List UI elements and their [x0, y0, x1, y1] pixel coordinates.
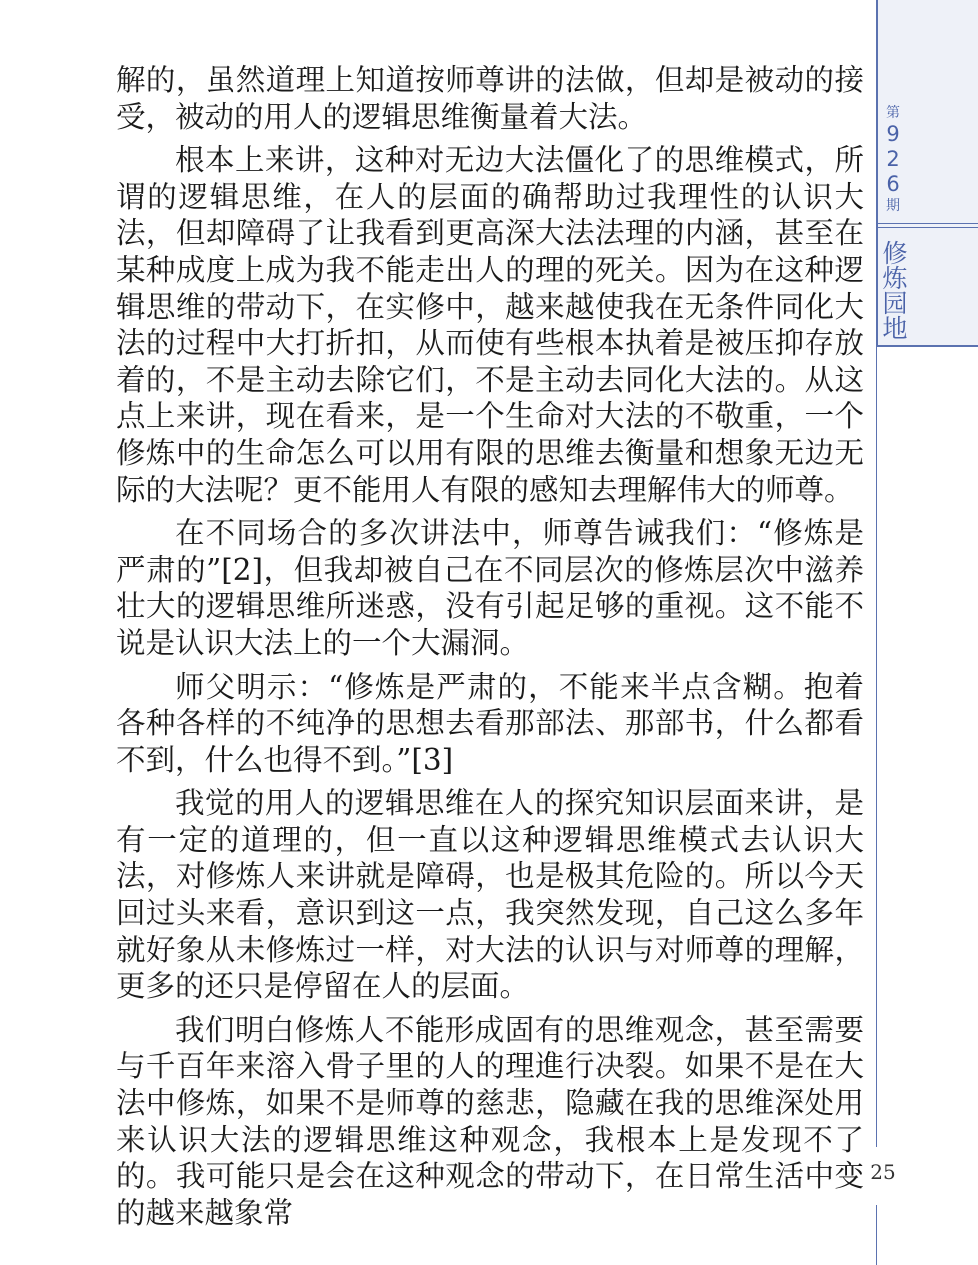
issue-digit: 2: [886, 147, 900, 171]
issue-number: [878, 104, 908, 215]
issue-digit: 6: [886, 172, 900, 196]
issue-suffix: 期: [886, 198, 900, 214]
sidebar-divider: [878, 223, 978, 228]
section-title: 修炼园地: [879, 240, 908, 340]
page-number: 25: [870, 1160, 896, 1184]
paragraph: 解的，虽然道理上知道按师尊讲的法做，但却是被动的接受，被动的用人的逻辑思维衡量着大法。: [116, 63, 864, 134]
sidebar-bottom-rule: [878, 345, 978, 347]
issue-prefix: 第: [886, 105, 900, 121]
paragraph: 师父明示：“修炼是严肃的，不能来半点含糊。抱着各种各样的不纯净的思想去看那部法、那部书，什么都看不到，什么也得不到。”[3]: [116, 669, 864, 777]
issue-digit: 9: [886, 122, 900, 146]
paragraph: 我觉的用人的逻辑思维在人的探究知识层面来讲，是有一定的道理的，但一直以这种逻辑思维模式去认识大法，对修炼人来讲就是障碍，也是极其危险的。所以今天回过头来看，意识到这一点，我突然发现，自己这么多年就好象从未修炼过一样，对大法的认识与对师尊的理解，更多的还只是停留在人的层面。: [116, 786, 864, 1004]
article-body: [116, 62, 864, 1238]
paragraph: 在不同场合的多次讲法中，师尊告诫我们：“修炼是严肃的”[2]，但我却被自己在不同层次的修炼层次中滋养壮大的逻辑思维所迷惑，没有引起足够的重视。这不能不说是认识大法上的一个大漏洞。: [116, 516, 864, 660]
margin-rule-upper: [876, 347, 877, 1147]
paragraph: 我们明白修炼人不能形成固有的思维观念，甚至需要与千百年来溶入骨子里的人的理進行决裂。如果不是在大法中修炼，如果不是师尊的慈悲，隐藏在我的思维深处用来认识大法的逻辑思维这种观念，我根本上是发现不了的。我可能只是会在这种观念的带动下，在日常生活中变的越来越象常: [116, 1012, 864, 1230]
margin-rule-lower: [876, 1205, 877, 1265]
paragraph: 根本上来讲，这种对无边大法僵化了的思维模式，所谓的逻辑思维，在人的层面的确帮助过我理性的认识大法，但却障碍了让我看到更高深大法法理的内涵，甚至在某种成度上成为我不能走出人的理的死关。因为在这种逻辑思维的带动下，在实修中，越来越使我在无条件同化大法的过程中大打折扣，从而使有些根本执着是被压抑存放着的，不是主动去除它们，不是主动去同化大法的。从这点上来讲，现在看来，是一个生命对大法的不敬重，一个修炼中的生命怎么可以用有限的思维去衡量和想象无边无际的大法呢？更不能用人有限的感知去理解伟大的师尊。: [116, 143, 864, 507]
issue-sidebar-tab: [876, 0, 978, 347]
